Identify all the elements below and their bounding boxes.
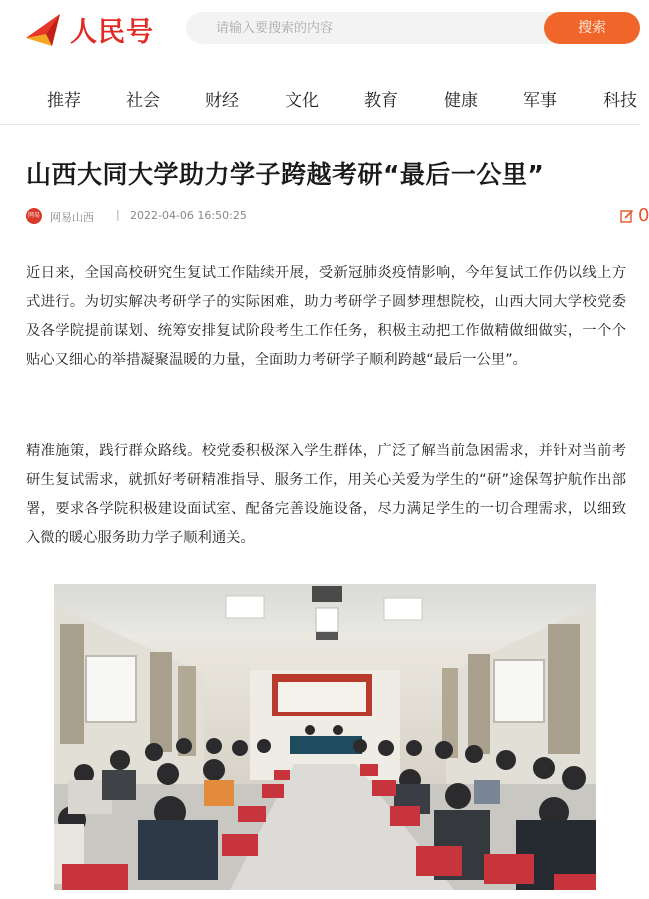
nav-item-education[interactable]: 教育 bbox=[364, 91, 398, 111]
category-nav bbox=[0, 76, 640, 120]
nav-item-finance[interactable]: 财经 bbox=[205, 91, 239, 111]
logo-mark-icon bbox=[24, 12, 64, 48]
author-avatar[interactable]: 网易 bbox=[26, 208, 42, 224]
search-bar bbox=[186, 12, 640, 44]
comment-count: 0 bbox=[638, 205, 649, 226]
header-divider bbox=[0, 124, 640, 125]
article-meta bbox=[26, 205, 649, 227]
nav-item-society[interactable]: 社会 bbox=[126, 91, 160, 111]
nav-item-health[interactable]: 健康 bbox=[444, 91, 478, 111]
author-name[interactable]: 网易山西 bbox=[50, 211, 94, 224]
publish-time: 2022-04-06 16:50:25 bbox=[130, 209, 247, 222]
article-paragraph: 近日来，全国高校研究生复试工作陆续开展，受新冠肺炎疫情影响，今年复试工作仍以线上方式进行。为切实解决考研学子的实际困难，助力考研学子圆梦理想院校，山西大同大学校党委及各学院提前谋划、统筹安排复试阶段考生工作任务，积极主动把工作做精做细做实，一个个贴心又细心的举措凝聚温暖的力量，全面助力考研学子顺利跨越“最后一公里”。 bbox=[26, 265, 626, 368]
article-title: 山西大同大学助力学子跨越考研“最后一公里” bbox=[26, 160, 545, 189]
nav-item-culture[interactable]: 文化 bbox=[285, 91, 319, 111]
header bbox=[0, 0, 640, 58]
classroom-photo-image bbox=[54, 584, 596, 890]
search-button[interactable]: 搜索 bbox=[544, 12, 640, 44]
search-input[interactable] bbox=[200, 12, 552, 44]
comment-link[interactable] bbox=[620, 205, 649, 226]
article-paragraph: 精准施策，践行群众路线。校党委积极深入学生群体，广泛了解当前急困需求，并针对当前考研生复试需求，就抓好考研精准指导、服务工作，用关心关爱为学生的“研”途保驾护航作出部署，要求各学院积极建设面试室、配备完善设施设备，尽力满足学生的一切合理需求，以细致入微的暖心服务助力学子顺利通关。 bbox=[26, 443, 626, 546]
site-logo[interactable] bbox=[24, 10, 154, 49]
meta-separator: | bbox=[116, 208, 120, 221]
edit-comment-icon bbox=[620, 209, 634, 223]
nav-item-recommend[interactable]: 推荐 bbox=[47, 91, 81, 111]
article-photo bbox=[54, 584, 596, 890]
logo-text: 人民号 bbox=[70, 17, 154, 48]
nav-item-tech[interactable]: 科技 bbox=[603, 91, 637, 111]
nav-item-military[interactable]: 军事 bbox=[523, 91, 557, 111]
